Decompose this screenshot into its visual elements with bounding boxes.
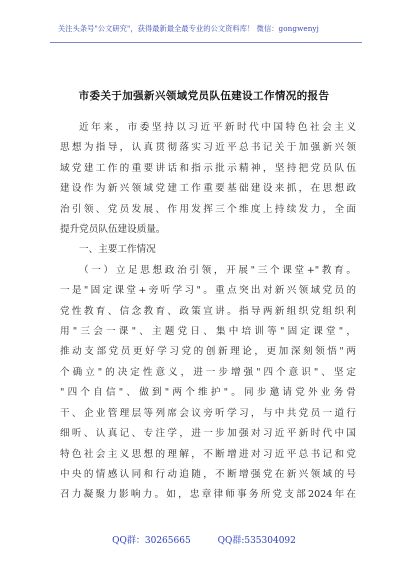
subsection-heading: （一）立足思想政治引领，开展"三个课堂+"教育。: [79, 264, 356, 276]
paragraph-line: 近年来，市委坚持以习近平新时代中国特色社会主义: [79, 122, 356, 133]
paragraph-line: 一是"固定课堂+旁听学习"。重点突出对新兴领域党员的: [60, 285, 356, 297]
paragraph-line: 用"三会一课"、主题党日、集中培训等"固定课堂"，: [60, 326, 356, 338]
paragraph-line: 党性教育、信念教育、政策宣讲。指导两新组织党组织利: [60, 305, 356, 317]
paragraph-line: 召力凝聚力影响力。如，忠章律师事务所党支部2024年在: [60, 489, 356, 501]
section-heading: 一、主要工作情况: [79, 244, 156, 256]
paragraph-line: 治引领、党员发展、作用发挥三个维度上持续发力，全面: [60, 203, 356, 215]
paragraph-line: 建设作为新兴领域党建工作重要基础建设来抓，在思想政: [60, 183, 356, 195]
paragraph-line: 提升党员队伍建设质量。: [60, 224, 166, 236]
paragraph-line: 个确立"的决定性意义，进一步增强"四个意识"、坚定: [60, 366, 356, 378]
document-body: [60, 118, 356, 506]
footer-contact: [0, 533, 408, 546]
header-banner: 关注头条号"公文研究"，获得最新最全最专业的公文资料库！ 微信：gongwenyj: [58, 24, 319, 33]
paragraph-line: 干、企业管理层等列席会议旁听学习，与中共党员一道行: [60, 407, 356, 419]
footer-qq-group-1: QQ群：30265665: [112, 536, 191, 546]
paragraph-line: 中央的情感认同和行动追随，不断增强党在新兴领域的号: [60, 468, 356, 480]
paragraph-line: 思想为指导，认真贯彻落实习近平总书记关于加强新兴领: [60, 142, 356, 154]
paragraph-line: 特色社会主义思想的理解，不断增进对习近平总书记和党: [60, 448, 356, 460]
paragraph-line: 推动支部党员更好学习党的创新理论，更加深刻领悟"两: [60, 346, 356, 358]
paragraph-line: 域党建工作的重要讲话和指示批示精神，坚持把党员队伍: [60, 162, 356, 174]
paragraph-line: 细听、认真记、专注学，进一步加强对习近平新时代中国: [60, 428, 356, 440]
paragraph-line: "四个自信"、做到"两个维护"。同步邀请党外业务骨: [60, 387, 356, 399]
footer-qq-group-2: QQ群:535304092: [217, 536, 296, 546]
document-title: 市委关于加强新兴领域党员队伍建设工作情况的报告: [78, 90, 330, 102]
header-divider: [50, 42, 362, 43]
